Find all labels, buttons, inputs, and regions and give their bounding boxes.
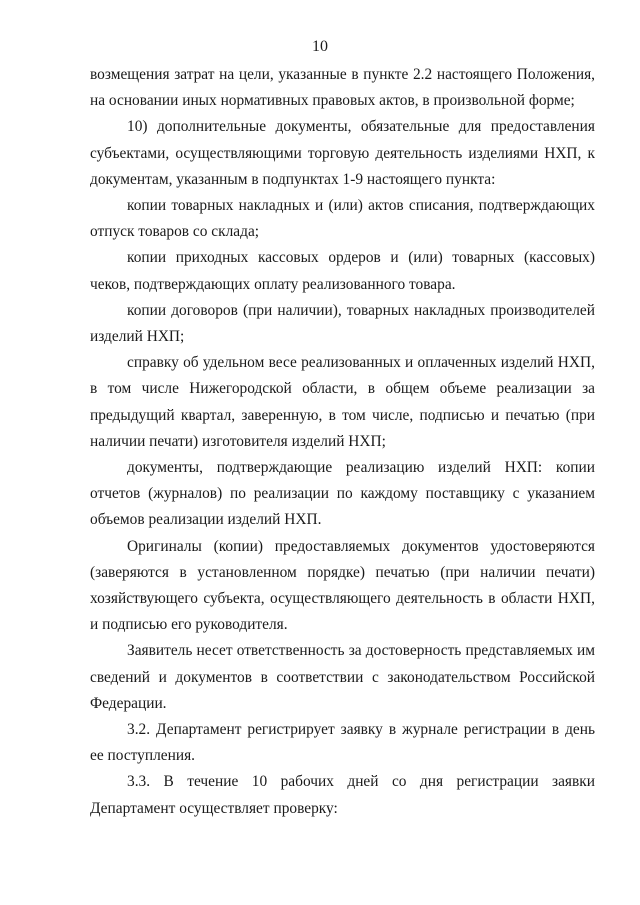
paragraph-section-3-2: 3.2. Департамент регистрирует заявку в журнале регистрации в день ее поступления.	[90, 721, 595, 765]
paragraph-section-3-3: 3.3. В течение 10 рабочих дней со дня регистрации заявки Департамент осуществляет проверку:	[90, 773, 595, 817]
page-number: 10	[312, 38, 328, 55]
document-body	[90, 62, 595, 822]
paragraph-originals-certified: Оригиналы (копии) предоставляемых документов удостоверяются (заверяются в установленном порядке) печатью (при наличии печати) хозяйствующего субъекта, осуществляющего деятельность в области НХП, и подписью его руководителя.	[90, 537, 595, 634]
paragraph-cash-orders: копии приходных кассовых ордеров и (или) товарных (кассовых) чеков, подтверждающих оплату реализованного товара.	[90, 249, 595, 293]
paragraph-applicant-responsibility: Заявитель несет ответственность за достоверность представляемых им сведений и документов в соответствии с законодательством Российской Федерации.	[90, 642, 595, 712]
paragraph-continuation: возмещения затрат на цели, указанные в пункте 2.2 настоящего Положения, на основании иных нормативных правовых актов, в произвольной форме;	[90, 66, 595, 110]
paragraph-contract-copies: копии договоров (при наличии), товарных накладных производителей изделий НХП;	[90, 301, 595, 346]
paragraph-invoice-copies: копии товарных накладных и (или) актов списания, подтверждающих отпуск товаров со склада;	[90, 197, 595, 241]
paragraph-share-certificate: справку об удельном весе реализованных и оплаченных изделий НХП, в том числе Нижегородской области, в общем объеме реализации за предыдущий квартал, заверенную, в том числе, подписью и печатью (при наличии печати) изготовителя изделий НХП;	[90, 354, 595, 450]
paragraph-sales-reports: документы, подтверждающие реализацию изделий НХП: копии отчетов (журналов) по реализации по каждому поставщику с указанием объемов реализации изделий НХП.	[90, 459, 595, 529]
paragraph-item-10: 10) дополнительные документы, обязательные для предоставления субъектами, осуществляющими торговую деятельность изделиями НХП, к документам, указанным в подпунктах 1-9 настоящего пункта:	[90, 118, 595, 188]
